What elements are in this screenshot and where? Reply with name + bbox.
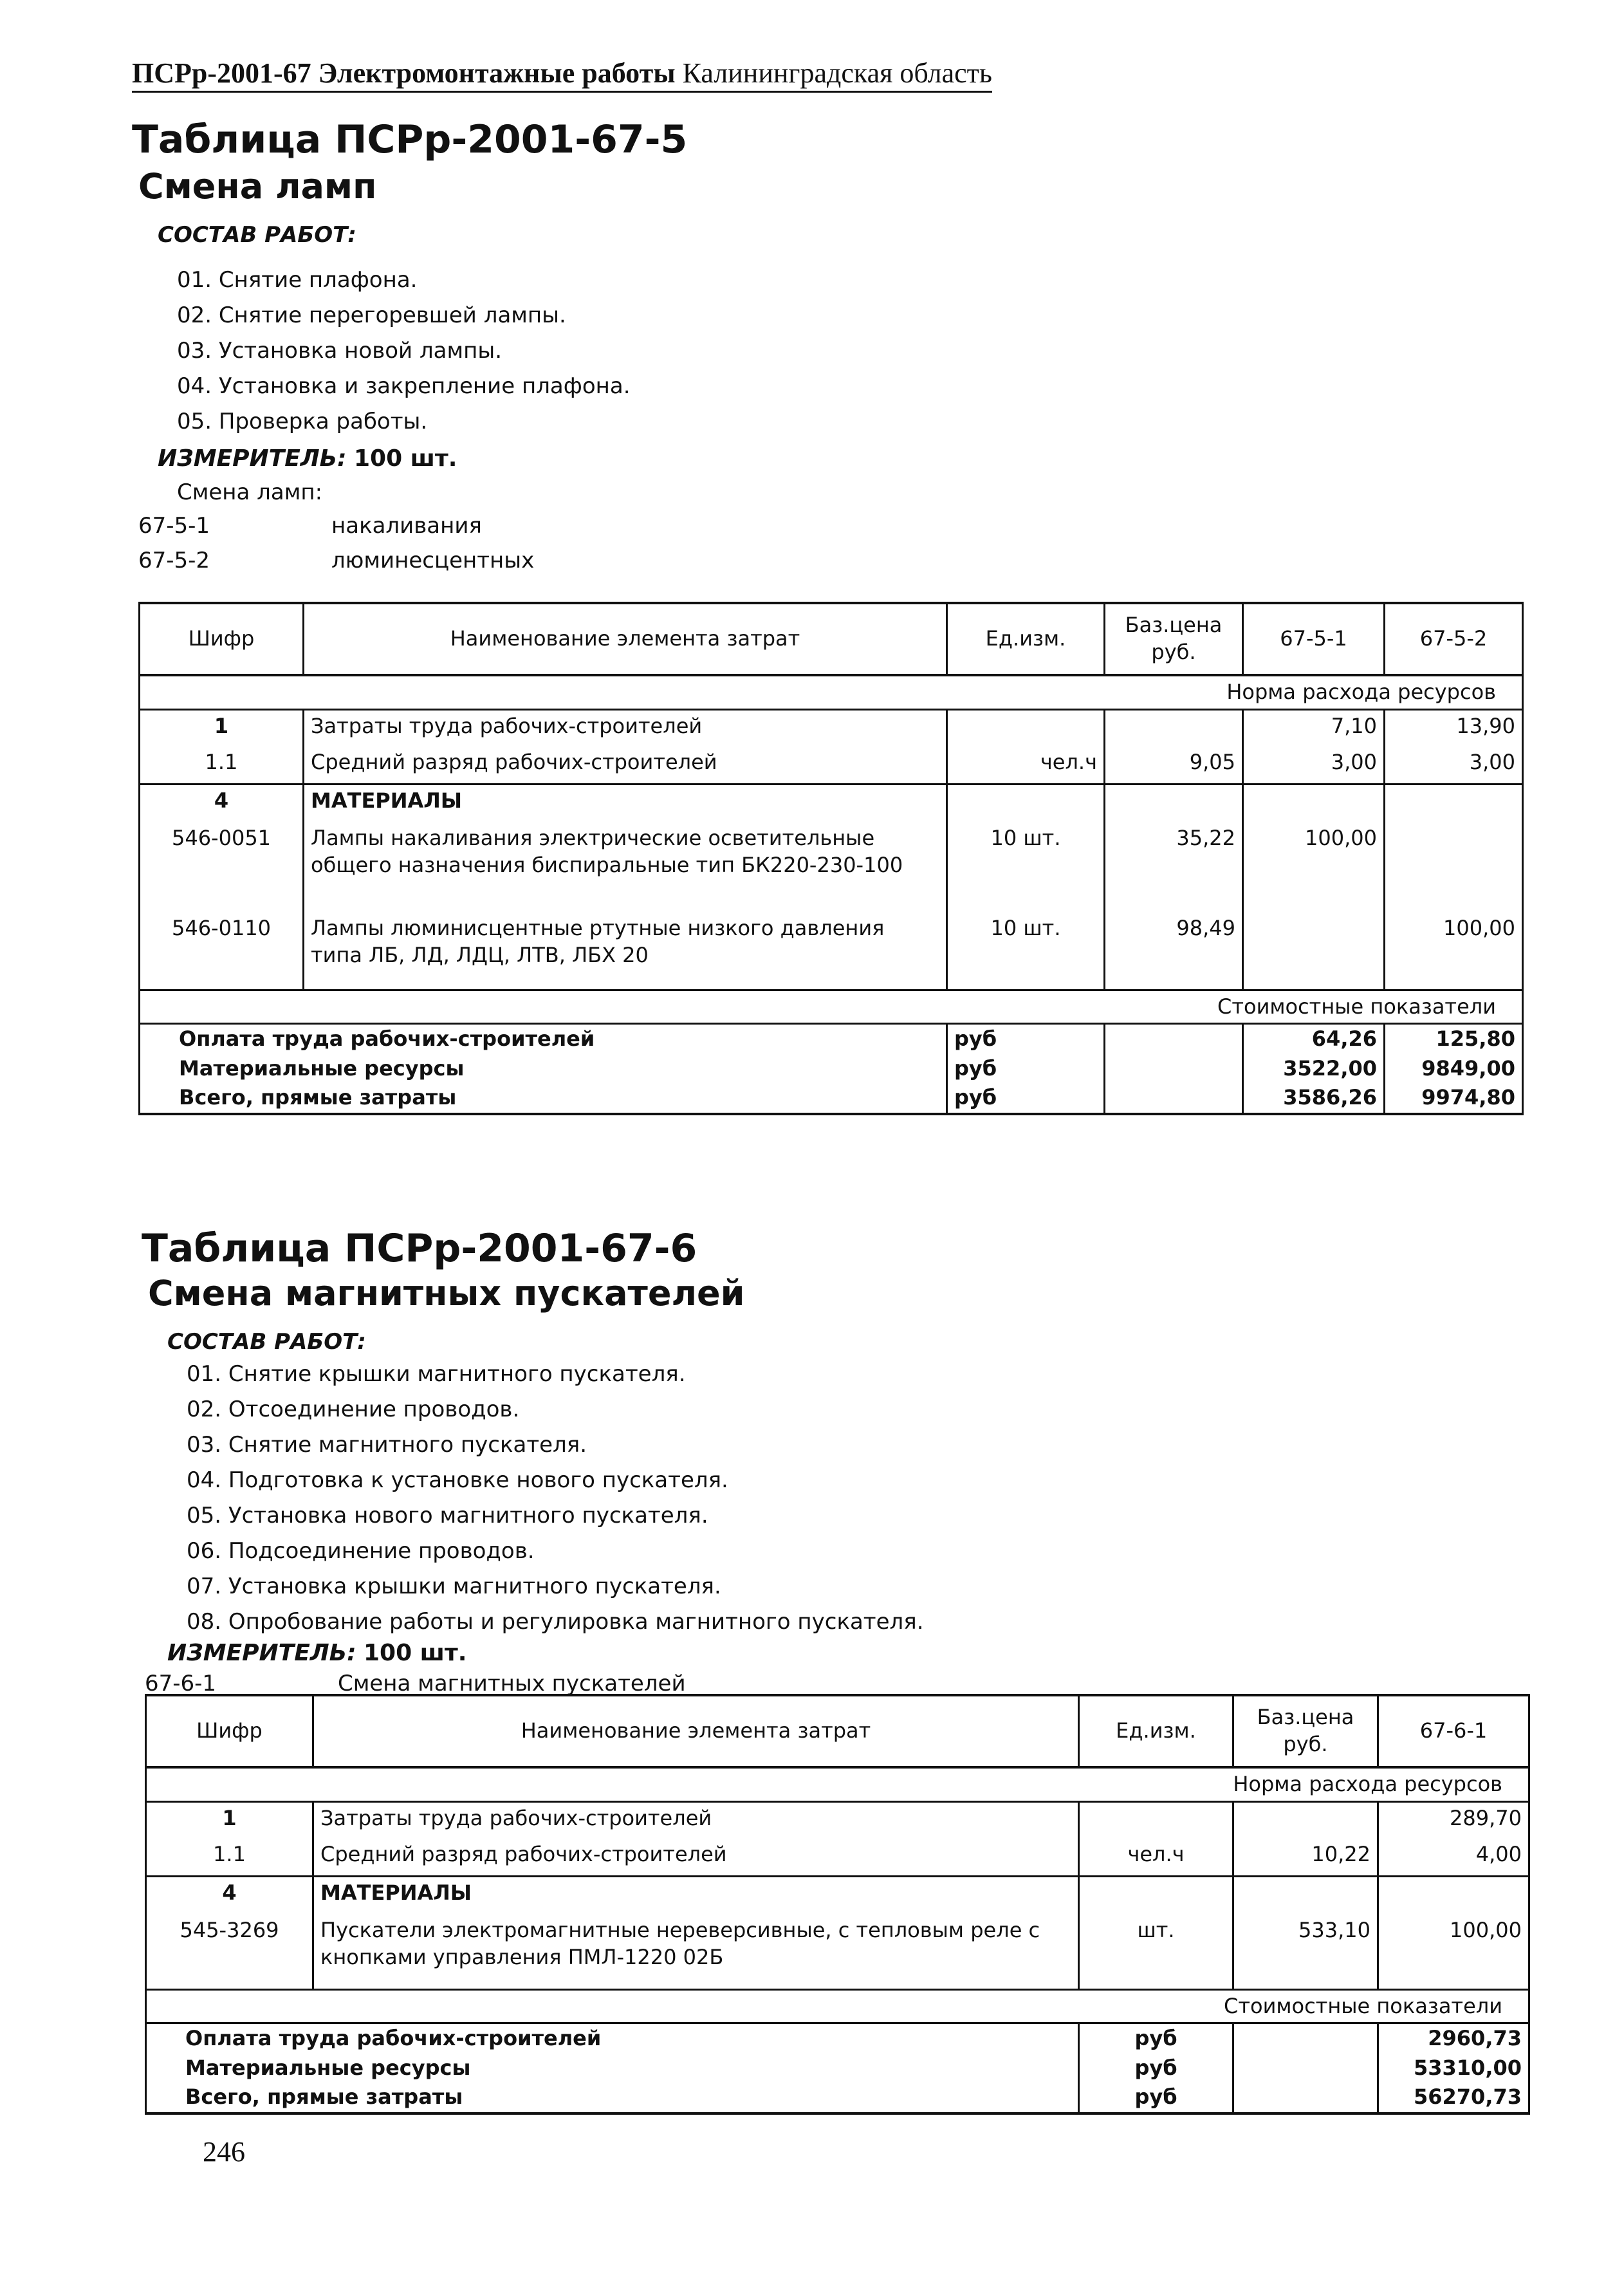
total-v1: 53310,00 [1378, 2054, 1529, 2083]
band-norm-row [146, 1767, 1529, 1801]
table2-variant [145, 1671, 686, 1696]
row-price: 9,05 [1105, 747, 1243, 784]
header-code: Шифр [140, 603, 304, 675]
table-row [140, 709, 1523, 747]
table1-meter [158, 445, 457, 472]
table-row [146, 1839, 1529, 1876]
total-v1: 3522,00 [1243, 1054, 1385, 1084]
total-name: Оплата труда рабочих-строителей [146, 2023, 1079, 2054]
row-unit: 10 шт. [947, 822, 1105, 913]
row-unit [1079, 1801, 1233, 1839]
row-v2 [1385, 784, 1523, 822]
row-unit: шт. [1079, 1915, 1233, 1989]
band-cost-row [146, 1989, 1529, 2023]
page-number: 246 [203, 2136, 245, 2168]
total-row [146, 2023, 1529, 2054]
total-unit: руб [947, 1083, 1105, 1114]
row-unit: чел.ч [947, 747, 1105, 784]
variant-code: 67-5-1 [138, 513, 210, 539]
total-row [140, 1083, 1523, 1114]
table2-norms [145, 1694, 1530, 2115]
table1-steps [177, 263, 631, 440]
row-v1 [1243, 913, 1385, 990]
header-name: Наименование элемента затрат [304, 603, 947, 675]
total-unit: руб [1079, 2054, 1233, 2083]
row-v1: 7,10 [1243, 709, 1385, 747]
total-v1: 64,26 [1243, 1024, 1385, 1054]
work-step: 04. Установка и закрепление плафона. [177, 373, 631, 399]
table-row [146, 1915, 1529, 1989]
total-row [140, 1054, 1523, 1084]
row-code: 1 [140, 709, 304, 747]
row-v1: 100,00 [1378, 1915, 1529, 1989]
work-step: 01. Снятие плафона. [177, 267, 418, 293]
row-name: МАТЕРИАЛЫ [304, 784, 947, 822]
row-price: 98,49 [1105, 913, 1243, 990]
table2-steps [187, 1357, 924, 1640]
work-step: 04. Подготовка к установке нового пускателя. [187, 1467, 728, 1493]
running-header [132, 57, 992, 93]
table1-variant [138, 513, 482, 539]
meter-value: 100 шт. [363, 1640, 467, 1666]
total-row [140, 1024, 1523, 1054]
header-region: Калининградская область [682, 57, 992, 89]
row-code: 4 [140, 784, 304, 822]
total-v2: 9974,80 [1385, 1083, 1523, 1114]
table-row [140, 913, 1523, 990]
header-code-title: ПСРр-2001-67 Электромонтажные работы [132, 57, 676, 89]
total-v1: 2960,73 [1378, 2023, 1529, 2054]
row-code: 545-3269 [146, 1915, 313, 1989]
row-unit [1079, 1876, 1233, 1915]
row-code: 546-0110 [140, 913, 304, 990]
total-v1: 3586,26 [1243, 1083, 1385, 1114]
work-step: 05. Проверка работы. [177, 409, 428, 434]
total-name: Всего, прямые затраты [140, 1083, 947, 1114]
table-header-row [140, 603, 1523, 675]
table2-subtitle: Смена магнитных пускателей [148, 1273, 745, 1314]
total-name: Материальные ресурсы [140, 1054, 947, 1084]
header-unit: Ед.изм. [1079, 1695, 1233, 1767]
total-name: Оплата труда рабочих-строителей [140, 1024, 947, 1054]
table1-variant [138, 548, 534, 573]
row-name: Пускатели электромагнитные нереверсивные, с тепловым реле с кнопками управления ПМЛ-1220 02Б [313, 1915, 1079, 1989]
total-name: Всего, прямые затраты [146, 2083, 1079, 2113]
band-norm-row [140, 675, 1523, 709]
row-price [1105, 709, 1243, 747]
row-price: 10,22 [1233, 1839, 1378, 1876]
header-col1: 67-6-1 [1378, 1695, 1529, 1767]
row-code: 1.1 [140, 747, 304, 784]
table-row [146, 1876, 1529, 1915]
table1-title: Таблица ПСРр-2001-67-5 [132, 117, 688, 162]
work-step: 01. Снятие крышки магнитного пускателя. [187, 1361, 686, 1387]
work-step: 02. Снятие перегоревшей лампы. [177, 302, 566, 328]
band-norm: Норма расхода ресурсов [140, 675, 1523, 709]
table-header-row [146, 1695, 1529, 1767]
row-price [1233, 1876, 1378, 1915]
table-row [146, 1801, 1529, 1839]
row-unit: 10 шт. [947, 913, 1105, 990]
row-unit: чел.ч [1079, 1839, 1233, 1876]
row-v1: 289,70 [1378, 1801, 1529, 1839]
table1-group-label: Смена ламп: [177, 479, 323, 505]
row-name: Средний разряд рабочих-строителей [313, 1839, 1079, 1876]
row-code: 1 [146, 1801, 313, 1839]
variant-code: 67-5-2 [138, 548, 210, 573]
total-row [146, 2054, 1529, 2083]
variant-name: Смена магнитных пускателей [338, 1671, 686, 1696]
work-step: 06. Подсоединение проводов. [187, 1538, 535, 1564]
row-v2: 13,90 [1385, 709, 1523, 747]
variant-code: 67-6-1 [145, 1671, 217, 1696]
band-cost-row [140, 990, 1523, 1024]
row-v1: 100,00 [1243, 822, 1385, 913]
table2-title: Таблица ПСРр-2001-67-6 [142, 1226, 697, 1271]
row-name: Средний разряд рабочих-строителей [304, 747, 947, 784]
header-price: Баз.цена руб. [1105, 603, 1243, 675]
total-unit: руб [1079, 2023, 1233, 2054]
row-v1: 3,00 [1243, 747, 1385, 784]
table1-norms [138, 602, 1524, 1115]
total-v1: 56270,73 [1378, 2083, 1529, 2113]
table2-meter [167, 1640, 466, 1666]
total-unit: руб [947, 1054, 1105, 1084]
row-unit [947, 784, 1105, 822]
variant-name: люминесцентных [331, 548, 535, 573]
header-col2: 67-5-2 [1385, 603, 1523, 675]
total-row [146, 2083, 1529, 2113]
row-name: Лампы люминисцентные ртутные низкого давления типа ЛБ, ЛД, ЛДЦ, ЛТВ, ЛБХ 20 [304, 913, 947, 990]
meter-label: ИЗМЕРИТЕЛЬ: [158, 445, 347, 472]
meter-value: 100 шт. [353, 445, 457, 472]
row-price: 35,22 [1105, 822, 1243, 913]
total-v2: 9849,00 [1385, 1054, 1523, 1084]
work-step: 03. Установка новой лампы. [177, 338, 503, 364]
work-step: 05. Установка нового магнитного пускателя. [187, 1503, 708, 1528]
table2-works-label: СОСТАВ РАБОТ: [167, 1329, 366, 1355]
work-step: 07. Установка крышки магнитного пускателя. [187, 1574, 721, 1599]
table1-works-label: СОСТАВ РАБОТ: [158, 222, 356, 248]
row-name: Затраты труда рабочих-строителей [313, 1801, 1079, 1839]
row-v2: 100,00 [1385, 913, 1523, 990]
header-price: Баз.цена руб. [1233, 1695, 1378, 1767]
total-v2: 125,80 [1385, 1024, 1523, 1054]
header-name: Наименование элемента затрат [313, 1695, 1079, 1767]
row-name: Лампы накаливания электрические осветительные общего назначения биспиральные тип БК220-230-100 [304, 822, 947, 913]
row-price [1233, 1801, 1378, 1839]
row-name: Затраты труда рабочих-строителей [304, 709, 947, 747]
table-row [140, 747, 1523, 784]
row-v1 [1243, 784, 1385, 822]
table1-subtitle: Смена ламп [138, 166, 377, 207]
row-v2: 3,00 [1385, 747, 1523, 784]
header-code: Шифр [146, 1695, 313, 1767]
header-col1: 67-5-1 [1243, 603, 1385, 675]
variant-name: накаливания [331, 513, 482, 539]
row-code: 4 [146, 1876, 313, 1915]
total-unit: руб [1079, 2083, 1233, 2113]
meter-label: ИЗМЕРИТЕЛЬ: [167, 1640, 356, 1666]
total-name: Материальные ресурсы [146, 2054, 1079, 2083]
band-norm: Норма расхода ресурсов [146, 1767, 1529, 1801]
row-code: 1.1 [146, 1839, 313, 1876]
row-v1 [1378, 1876, 1529, 1915]
row-price: 533,10 [1233, 1915, 1378, 1989]
total-unit: руб [947, 1024, 1105, 1054]
row-name: МАТЕРИАЛЫ [313, 1876, 1079, 1915]
table-row [140, 784, 1523, 822]
row-code: 546-0051 [140, 822, 304, 913]
row-price [1105, 784, 1243, 822]
work-step: 08. Опробование работы и регулировка магнитного пускателя. [187, 1609, 924, 1635]
work-step: 02. Отсоединение проводов. [187, 1397, 520, 1422]
work-step: 03. Снятие магнитного пускателя. [187, 1432, 587, 1458]
row-v2 [1385, 822, 1523, 913]
row-unit [947, 709, 1105, 747]
band-cost: Стоимостные показатели [140, 990, 1523, 1024]
header-unit: Ед.изм. [947, 603, 1105, 675]
row-v1: 4,00 [1378, 1839, 1529, 1876]
band-cost: Стоимостные показатели [146, 1989, 1529, 2023]
table-row [140, 822, 1523, 913]
